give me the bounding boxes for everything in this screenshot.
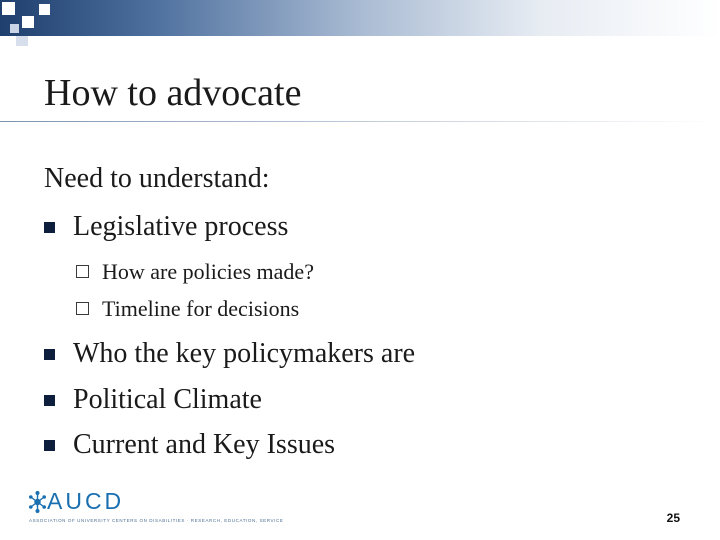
bullet-text: Who the key policymakers are bbox=[73, 338, 416, 369]
hollow-square-bullet-icon bbox=[76, 302, 89, 315]
aucd-logo bbox=[29, 488, 284, 527]
decor-square bbox=[2, 2, 15, 15]
logo-wordmark: AUCD bbox=[47, 488, 125, 514]
decor-square bbox=[10, 24, 19, 33]
bullet-text: Political Climate bbox=[73, 384, 262, 415]
header-band bbox=[0, 0, 720, 36]
intro-text: Need to understand: bbox=[44, 163, 270, 194]
decor-square bbox=[16, 36, 28, 46]
square-bullet-icon bbox=[44, 349, 55, 360]
slide-title: How to advocate bbox=[44, 72, 302, 114]
square-bullet-icon bbox=[44, 222, 55, 233]
square-bullet-icon bbox=[44, 440, 55, 451]
sub-bullet-text: How are policies made? bbox=[102, 259, 314, 284]
decor-square bbox=[22, 16, 34, 28]
decor-square bbox=[39, 4, 50, 15]
hollow-square-bullet-icon bbox=[76, 265, 89, 278]
square-bullet-icon bbox=[44, 395, 55, 406]
title-divider bbox=[0, 121, 720, 122]
sub-bullet-text: Timeline for decisions bbox=[102, 296, 300, 321]
bullet-text: Legislative process bbox=[73, 211, 289, 242]
logo-tagline: ASSOCIATION OF UNIVERSITY CENTERS ON DISABILITIES · RESEARCH, EDUCATION, SERVICE bbox=[29, 518, 284, 523]
starburst-logo-icon bbox=[29, 490, 46, 514]
bullet-text: Current and Key Issues bbox=[73, 429, 336, 460]
page-number: 25 bbox=[666, 511, 680, 525]
